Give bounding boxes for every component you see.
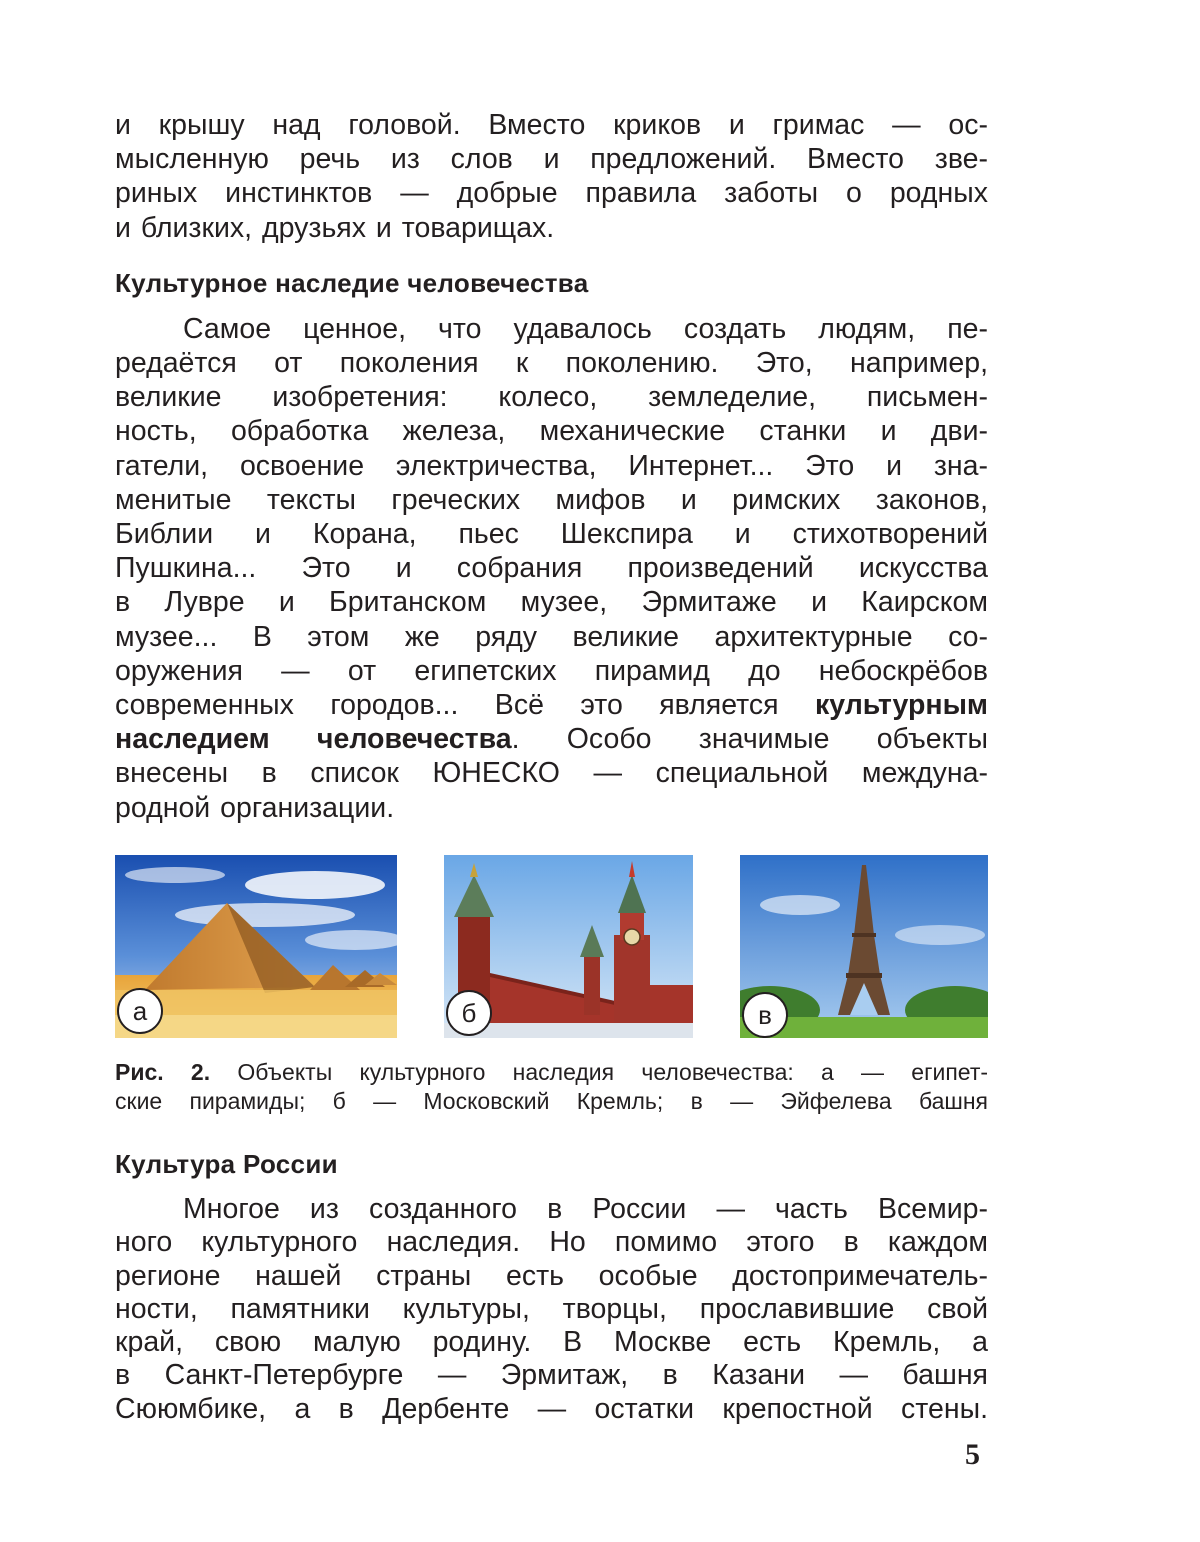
text-line [115,688,988,722]
caption-line: ские пирамиды; б — Московский Кремль; в — Эйфелева башня [115,1088,988,1114]
text-span: современных городов... Всё это является [115,689,779,722]
text-line: родной организации. [115,791,395,824]
paragraph-cultural-heritage [115,312,988,825]
text-line: оружения — от египетских пирамид до небоскрёбов [115,654,988,687]
figure-row [115,855,988,1038]
page-number: 5 [965,1438,980,1471]
pyramid-photo [115,855,397,1038]
text-line: регионе нашей страны есть особые достопримечатель- [115,1259,988,1292]
paragraph-russia [115,1193,988,1426]
text-line: менитые тексты греческих мифов и римских законов, [115,483,988,516]
text-line: Библии и Корана, пьес Шекспира и стихотворений [115,518,988,551]
bold-term: культурным [814,689,989,722]
kremlin-photo [444,855,693,1038]
figure-label-c: в [742,992,788,1038]
caption-text: Объекты культурного наследия человечества: а — египет- [237,1059,989,1085]
text-line: Пушкина... Это и собрания произведений искусства [115,552,988,585]
section-heading-russia: Культура России [115,1149,338,1179]
text-line: великие изобретения: колесо, земледелие, письмен- [115,381,988,414]
text-line: край, свою малую родину. В Москве есть Кремль, а [115,1326,988,1359]
caption-line [115,1058,988,1087]
paragraph-intro [115,108,988,245]
text-line [115,722,988,756]
text-line: музее... В этом же ряду великие архитектурные со- [115,620,988,653]
figure-caption [115,1058,988,1116]
bold-term: наследием человечества [115,723,512,756]
text-line: гатели, освоение электричества, Интернет... Это и зна- [115,449,988,482]
text-line: Многое из созданного в России — часть Всемир- [183,1193,988,1225]
text-line: в Лувре и Британском музее, Эрмитаже и Каирском [115,586,988,619]
section-russia [115,1148,988,1426]
text-line: мысленную речь из слов и предложений. Вместо зве- [115,143,988,176]
eiffel-tower-photo [740,855,988,1038]
figure-label-a: а [117,988,163,1034]
text-line: Самое ценное, что удавалось создать людям, пе- [183,312,988,345]
text-line: риных инстинктов — добрые правила заботы о родных [115,177,988,210]
text-line: и крышу над головой. Вместо криков и гримас — ос- [115,109,988,141]
text-line: редаётся от поколения к поколению. Это, например, [115,347,988,380]
figure-label-b: б [446,990,492,1036]
text-line: ность, обработка железа, механические станки и дви- [115,415,988,448]
text-line: Сююмбике, а в Дербенте — остатки крепостной стены. [115,1392,988,1425]
page-content [115,108,988,825]
text-line: ного культурного наследия. Но помимо этого в каждом [115,1226,988,1259]
section-heading-cultural-heritage: Культурное наследие человечества [115,267,589,298]
text-line: ности, памятники культуры, творцы, прославившие свой [115,1292,988,1325]
text-line: внесены в список ЮНЕСКО — специальной междуна- [115,757,988,790]
text-line: в Санкт-Петербурге — Эрмитаж, в Казани — башня [115,1359,988,1392]
text-span: . Особо значимые объекты [511,723,988,756]
text-line: и близких, друзьях и товарищах. [115,211,555,244]
caption-prefix: Рис. 2. [115,1059,211,1085]
